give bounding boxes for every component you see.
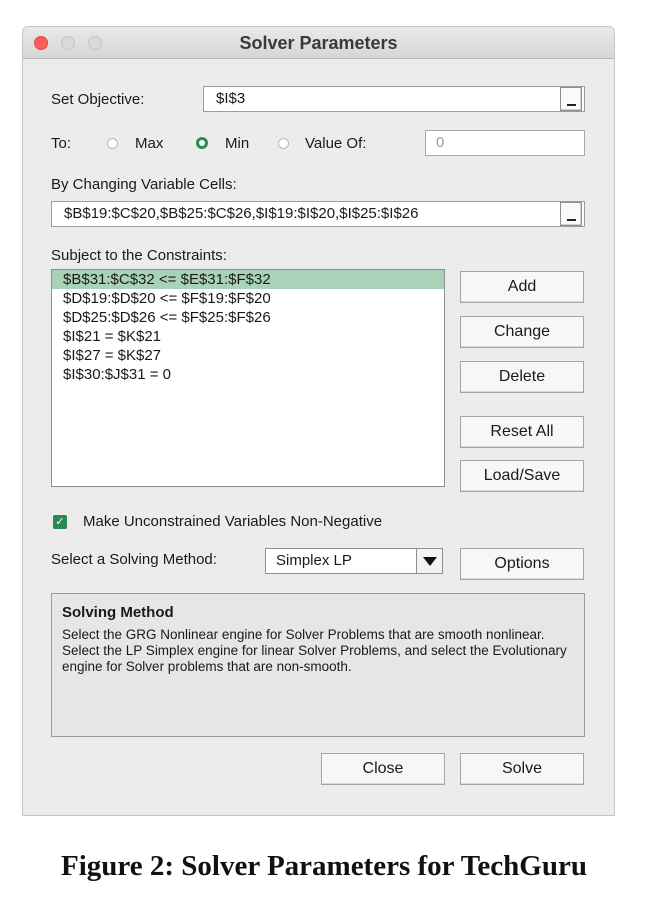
change-button[interactable]: Change <box>460 316 584 348</box>
constraint-item[interactable]: $I$30:$J$31 = 0 <box>63 366 172 383</box>
solving-method-select[interactable] <box>265 548 443 574</box>
chevron-down-icon[interactable] <box>416 549 442 573</box>
constraints-label: Subject to the Constraints: <box>51 247 227 264</box>
non-negative-label: Make Unconstrained Variables Non-Negative <box>83 513 383 530</box>
solving-method-value: Simplex LP <box>276 552 352 569</box>
reset-all-button[interactable]: Reset All <box>460 416 584 448</box>
value-of-input[interactable]: 0 <box>425 130 585 156</box>
description-title: Solving Method <box>62 604 174 621</box>
non-negative-checkbox[interactable]: ✓ <box>53 515 67 529</box>
solving-method-label: Select a Solving Method: <box>51 551 217 568</box>
window-title: Solver Parameters <box>239 33 398 53</box>
constraint-item[interactable]: $B$31:$C$32 <= $E$31:$F$32 <box>52 270 444 289</box>
solve-button[interactable]: Solve <box>460 753 584 785</box>
delete-button[interactable]: Delete <box>460 361 584 393</box>
constraint-item[interactable]: $D$19:$D$20 <= $F$19:$F$20 <box>63 290 271 307</box>
constraint-item[interactable]: $I$21 = $K$21 <box>63 328 162 345</box>
load-save-button[interactable]: Load/Save <box>460 460 584 492</box>
constraints-list[interactable] <box>51 269 445 487</box>
changing-cells-collapse-button[interactable] <box>560 202 582 226</box>
constraint-item[interactable]: $D$25:$D$26 <= $F$25:$F$26 <box>63 309 271 326</box>
constraint-item[interactable]: $I$27 = $K$27 <box>63 347 162 364</box>
solver-parameters-window <box>22 26 615 816</box>
min-radio[interactable] <box>196 137 208 149</box>
changing-cells-input[interactable]: $B$19:$C$20,$B$25:$C$26,$I$19:$I$20,$I$25:$I$26 <box>51 201 585 227</box>
description-text: Select the GRG Nonlinear engine for Solver Problems that are smooth nonlinear. Select the LP Simplex engine for linear Solver Problems, and select the Evolutionary engine for Solver problems that are non-smooth. <box>62 627 567 674</box>
options-button[interactable]: Options <box>460 548 584 580</box>
close-button[interactable]: Close <box>321 753 445 785</box>
solving-method-description <box>51 593 585 737</box>
figure-caption: Figure 2: Solver Parameters for TechGuru <box>61 850 587 882</box>
add-button[interactable]: Add <box>460 271 584 303</box>
value-of-radio[interactable] <box>278 138 289 149</box>
title-bar <box>23 27 614 59</box>
min-label: Min <box>225 135 250 152</box>
max-radio[interactable] <box>107 138 118 149</box>
value-of-label: Value Of: <box>305 135 367 152</box>
set-objective-label: Set Objective: <box>51 91 145 108</box>
to-label: To: <box>51 135 72 152</box>
set-objective-input[interactable]: $I$3 <box>203 86 585 112</box>
max-label: Max <box>135 135 164 152</box>
objective-collapse-button[interactable] <box>560 87 582 111</box>
changing-cells-label: By Changing Variable Cells: <box>51 176 237 193</box>
